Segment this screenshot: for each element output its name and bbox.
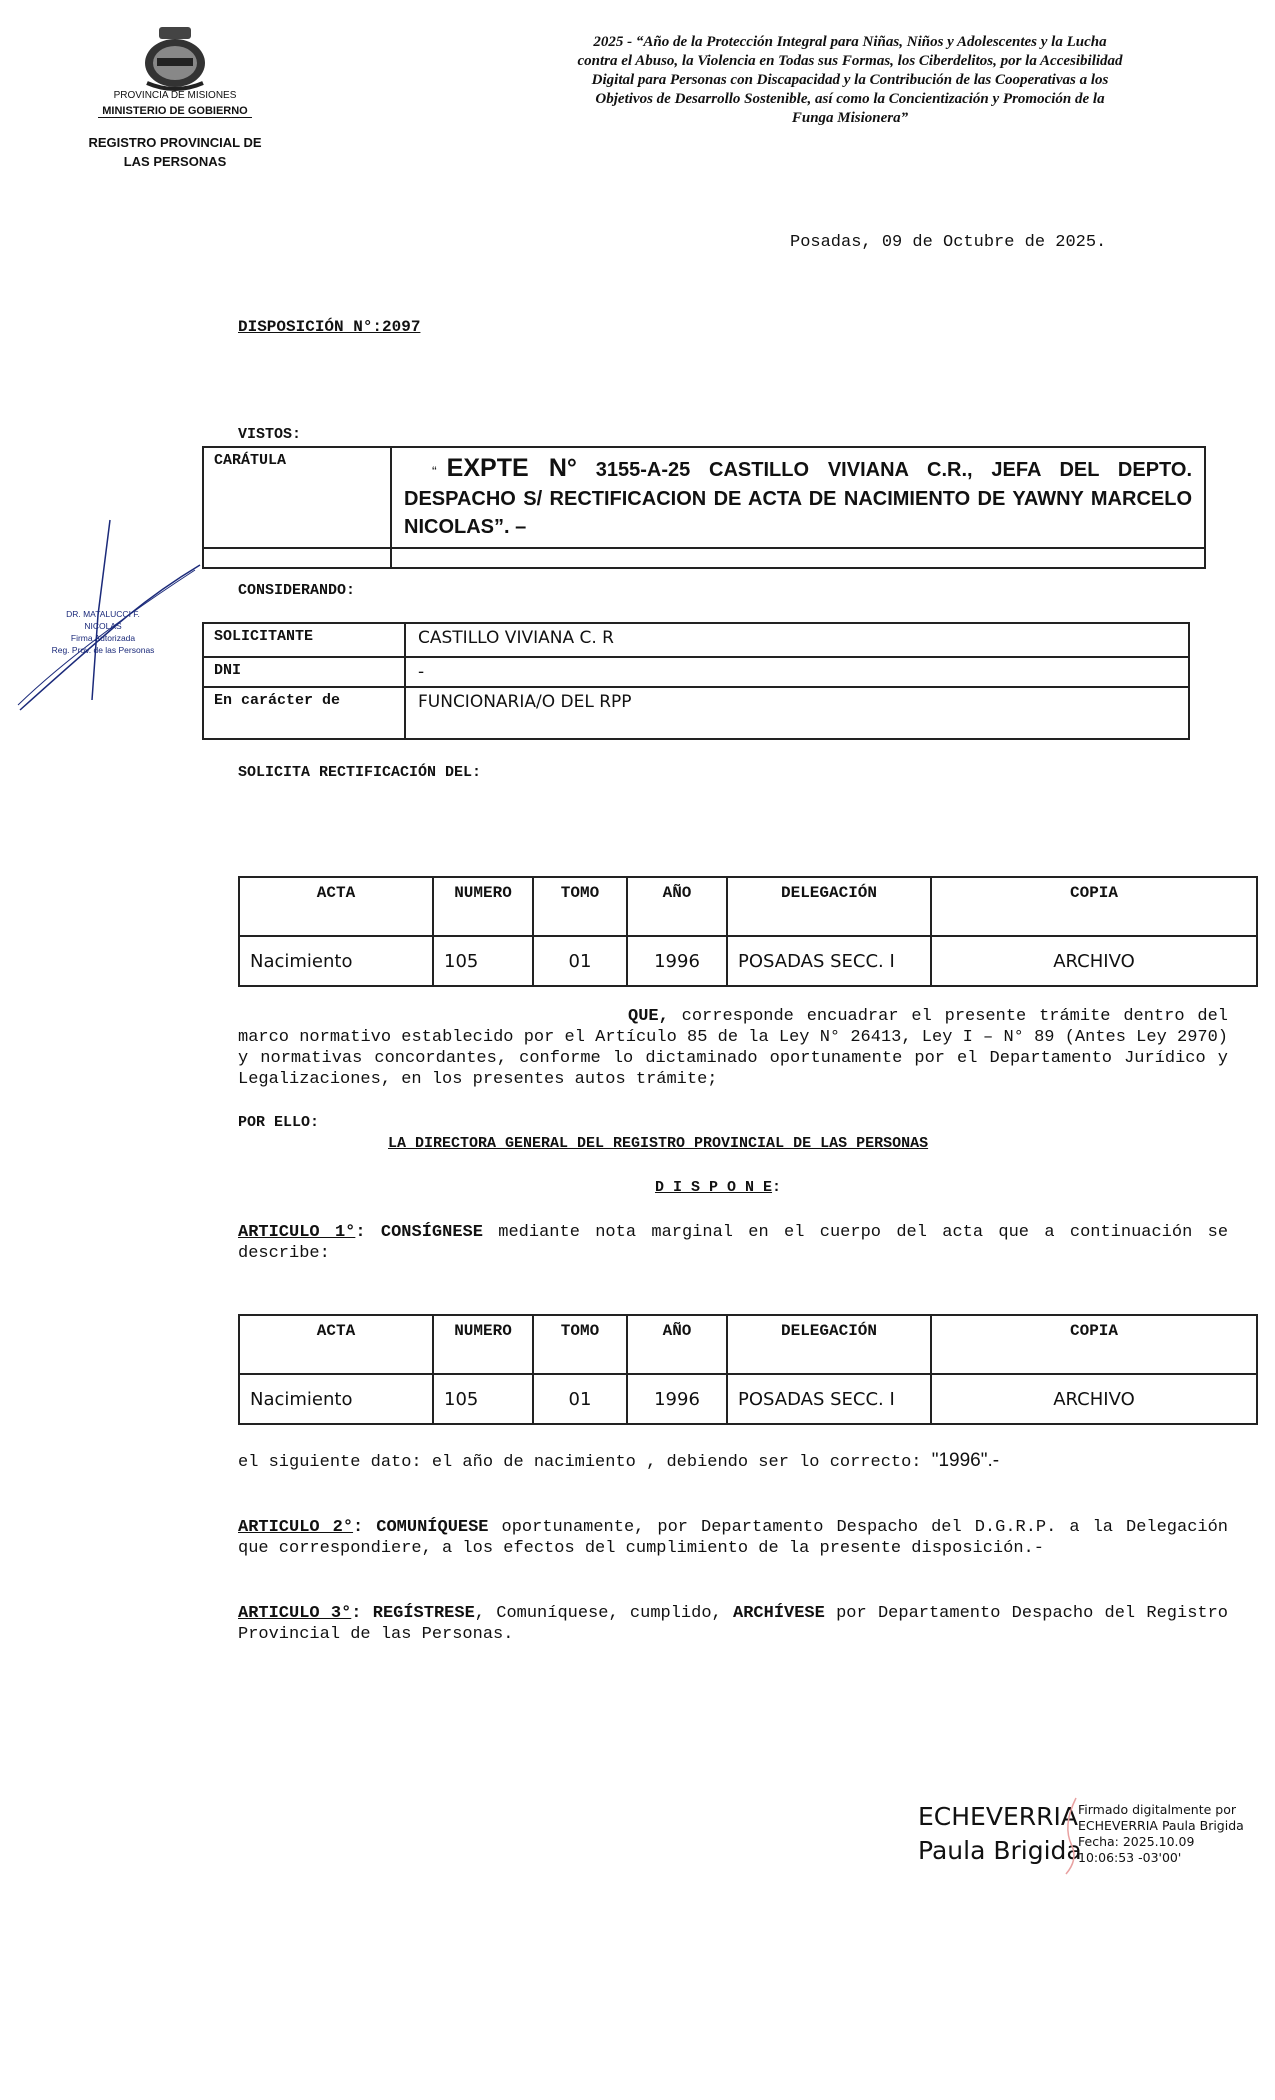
column-header: AÑO (627, 877, 727, 936)
que-text: corresponde encuadrar el presente trámite dentro del marco normativo establecido por el Artículo 85 de la Ley N° 26413, Ley I – N° 89 (Antes Ley 2970) y normativas concordantes, conforme lo dictaminado oportunamente por el Departamento Jurídico y Legalizaciones, en los presentes autos trámite; (238, 1007, 1228, 1089)
tomo-cell: 01 (533, 1374, 627, 1424)
acta-cell: Nacimiento (239, 1374, 433, 1424)
por-ello-label: POR ELLO: (238, 1114, 320, 1131)
coat-of-arms-seal (135, 25, 215, 95)
column-header: DELEGACIÓN (727, 877, 931, 936)
solicitante-value: CASTILLO VIVIANA C. R (405, 623, 1189, 657)
acta-table-original (238, 876, 1258, 987)
articulo-3: ARTICULO 3°: REGÍSTRESE, Comuníquese, cumplido, ARCHÍVESE por Departamento Despacho del Registro Provincial de las Personas. (238, 1604, 1229, 1644)
column-header: ACTA (239, 1315, 433, 1374)
acta-cell: Nacimiento (239, 936, 433, 986)
numero-cell: 105 (433, 936, 533, 986)
solicitante-label: SOLICITANTE (203, 623, 405, 657)
dni-value: - (405, 657, 1189, 687)
anio-cell: 1996 (627, 1374, 727, 1424)
expte-prefix: EXPTE N° (446, 454, 577, 482)
vistos-label: VISTOS: (238, 426, 302, 443)
caratula-empty-cell (391, 548, 1205, 568)
year-motto: 2025 - “Año de la Protección Integral para Niñas, Niños y Adolescentes y la Lucha contra el Abuso, la Violencia en Todas sus Formas, los Ciberdelitos, por la Accesibilidad Digital para Personas con Discapacidad y la Contribución de las Cooperativas a los Objetivos de Desarrollo Sostenible, así como la Concientización y Promoción de la Funga Misionera” (577, 34, 1123, 126)
que-paragraph (238, 1006, 1228, 1090)
disposition-number: DISPOSICIÓN N°:2097 (238, 318, 421, 336)
que-lead: QUE, (628, 1007, 669, 1026)
articulo-2-label: ARTICULO 2° (238, 1518, 354, 1537)
column-header: COPIA (931, 877, 1257, 936)
ministry-name: MINISTERIO DE GOBIERNO (98, 105, 251, 118)
solicita-label: SOLICITA RECTIFICACIÓN DEL: (238, 764, 482, 781)
column-header: AÑO (627, 1315, 727, 1374)
caratula-text (391, 447, 1205, 548)
column-header: NUMERO (433, 1315, 533, 1374)
acta-table-rectified (238, 1314, 1258, 1425)
articulo-1: ARTICULO 1°: CONSÍGNESE mediante nota marginal en el cuerpo del acta que a continuación se describe: (238, 1223, 1229, 1263)
column-header: DELEGACIÓN (727, 1315, 931, 1374)
correct-value: "1996".- (931, 1450, 1000, 1471)
column-header: ACTA (239, 877, 433, 936)
articulo-3-text: por Departamento Despacho del Registro Provincial de las Personas. (238, 1604, 1229, 1644)
articulo-1-keyword: CONSÍGNESE (380, 1223, 483, 1242)
caratula-table (202, 446, 1206, 569)
caracter-label: En carácter de (203, 687, 405, 739)
articulo-3-label: ARTICULO 3° (238, 1604, 352, 1623)
copia-cell: ARCHIVO (931, 936, 1257, 986)
authorized-signature-stamp: DR. MATALUCCI F. NICOLAS Firma Autorizada Reg. Prov. de las Personas (51, 609, 155, 655)
caracter-value: FUNCIONARIA/O DEL RPP (405, 687, 1189, 739)
province-name: PROVINCIA DE MISIONES (113, 90, 237, 101)
articulo-1-text: mediante nota marginal en el cuerpo del acta que a continuación se describe: (238, 1223, 1229, 1263)
articulo-1-label: ARTICULO 1° (238, 1223, 356, 1242)
articulo-3-keyword-2: ARCHÍVESE (733, 1604, 825, 1623)
table-row (239, 1374, 1257, 1424)
tomo-cell: 01 (533, 936, 627, 986)
delegacion-cell: POSADAS SECC. I (727, 1374, 931, 1424)
dato-line: el siguiente dato: el año de nacimiento , debiendo ser lo correcto: "1996".- (238, 1450, 1000, 1472)
column-header: TOMO (533, 1315, 627, 1374)
copia-cell: ARCHIVO (931, 1374, 1257, 1424)
open-quote: “ (432, 463, 437, 479)
column-header: TOMO (533, 877, 627, 936)
articulo-2-keyword: COMUNÍQUESE (376, 1518, 489, 1537)
signer-name: ECHEVERRIA Paula Brigida (918, 1802, 1082, 1865)
delegacion-cell: POSADAS SECC. I (727, 936, 931, 986)
registry-name: REGISTRO PROVINCIAL DE LAS PERSONAS (88, 135, 262, 169)
column-header: NUMERO (433, 877, 533, 936)
considerando-label: CONSIDERANDO: (238, 582, 356, 599)
directora-line: LA DIRECTORA GENERAL DEL REGISTRO PROVINCIAL DE LAS PERSONAS (388, 1135, 929, 1152)
dni-label: DNI (203, 657, 405, 687)
caratula-empty-cell (203, 548, 391, 568)
dispone-heading: D I S P O N E: (655, 1179, 782, 1196)
caratula-label: CARÁTULA (203, 447, 391, 548)
table-row (239, 936, 1257, 986)
solicitante-table (202, 622, 1190, 740)
numero-cell: 105 (433, 1374, 533, 1424)
column-header: COPIA (931, 1315, 1257, 1374)
anio-cell: 1996 (627, 936, 727, 986)
articulo-3-keyword-1: REGÍSTRESE (372, 1604, 475, 1623)
articulo-2: ARTICULO 2°: COMUNÍQUESE oportunamente, por Departamento Despacho del D.G.R.P. a la Delegación que correspondiere, a los efectos del cumplimiento de la presente disposición.- (238, 1518, 1229, 1558)
issuer-block (70, 90, 280, 171)
document-date: Posadas, 09 de Octubre de 2025. (790, 233, 1107, 252)
articulo-2-text: oportunamente, por Departamento Despacho del D.G.R.P. a la Delegación que correspondiere, a los efectos del cumplimiento de la presente disposición.- (238, 1518, 1229, 1558)
digital-signature-details: Firmado digitalmente por ECHEVERRIA Paula Brigida Fecha: 2025.10.09 10:06:53 -03'00' (1078, 1802, 1244, 1865)
expte-detail: 3155-A-25 CASTILLO VIVIANA C.R., JEFA DEL DEPTO. DESPACHO S/ RECTIFICACION DE ACTA DE NACIMIENTO DE YAWNY MARCELO NICOLAS”. – (404, 459, 1193, 538)
